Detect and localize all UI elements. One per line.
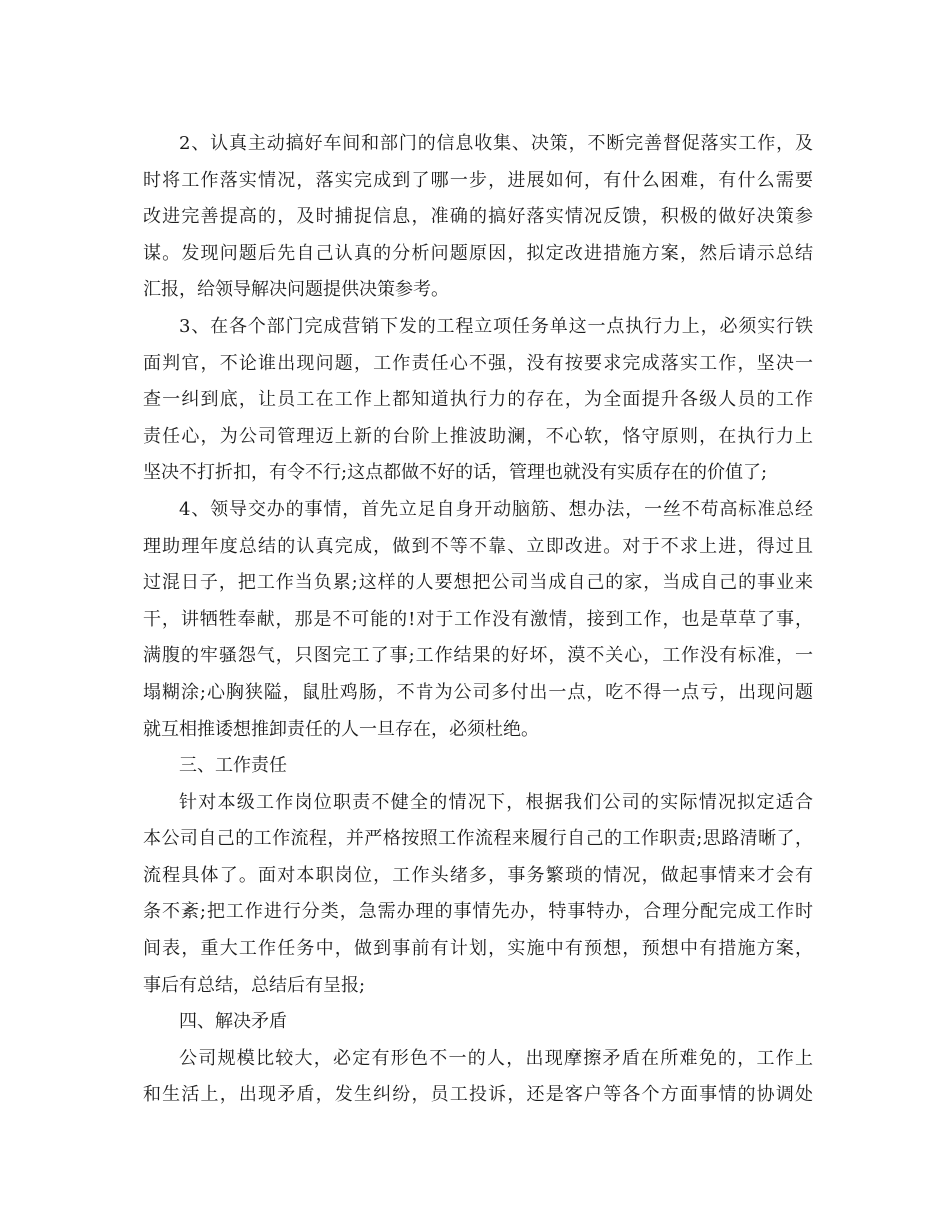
paragraph-line: 塌糊涂;心胸狭隘，鼠肚鸡肠，不肯为公司多付出一点，吃不得一点亏，出现问题: [143, 681, 813, 703]
paragraph-line: 流程具体了。面对本职岗位，工作头绪多，事务繁琐的情况，做起事情来才会有: [143, 864, 813, 886]
paragraph: [143, 785, 813, 1005]
document-body: [143, 126, 813, 1114]
paragraph: [143, 492, 813, 748]
paragraph-line: 3、在各个部门完成营销下发的工程立项任务单这一点执行力上，必须实行铁: [179, 315, 813, 337]
paragraph-line: 和生活上，出现矛盾，发生纠纷，员工投诉，还是客户等各个方面事情的协调处: [143, 1084, 813, 1106]
heading-text: 四、解决矛盾: [179, 1011, 287, 1033]
section-heading: [143, 1004, 813, 1041]
paragraph-line: 责任心，为公司管理迈上新的台阶上推波助澜，不心软，恪守原则，在执行力上: [143, 425, 813, 447]
paragraph-line: 事后有总结，总结后有呈报;: [143, 974, 366, 996]
paragraph-line: 就互相推诿想推卸责任的人一旦存在，必须杜绝。: [143, 718, 539, 740]
paragraph-line: 干，讲牺牲奉献，那是不可能的!对于工作没有激情，接到工作，也是草草了事，: [143, 608, 813, 630]
section-heading: [143, 748, 813, 785]
paragraph-line: 公司规模比较大，必定有形色不一的人，出现摩擦矛盾在所难免的，工作上: [179, 1047, 813, 1069]
paragraph-line: 2、认真主动搞好车间和部门的信息收集、决策，不断完善督促落实工作，及: [179, 133, 813, 154]
paragraph-line: 面判官，不论谁出现问题，工作责任心不强，没有按要求完成落实工作，坚决一: [143, 352, 813, 374]
heading-text: 三、工作责任: [179, 755, 287, 777]
paragraph-line: 过混日子，把工作当负累;这样的人要想把公司当成自己的家，当成自己的事业来: [143, 572, 813, 594]
paragraph-line: 时将工作落实情况，落实完成到了哪一步，进展如何，有什么困难，有什么需要: [143, 169, 813, 191]
paragraph-line: 查一纠到底，让员工在工作上都知道执行力的存在，为全面提升各级人员的工作: [143, 389, 813, 411]
paragraph-line: 条不紊;把工作进行分类，急需办理的事情先办，特事特办，合理分配完成工作时: [143, 901, 813, 923]
paragraph: [143, 126, 813, 309]
paragraph-line: 改进完善提高的，及时捕捉信息，准确的搞好落实情况反馈，积极的做好决策参: [143, 206, 813, 228]
paragraph-line: 间表，重大工作任务中，做到事前有计划，实施中有预想，预想中有措施方案，: [143, 938, 813, 960]
paragraph-line: 满腹的牢骚怨气，只图完工了事;工作结果的好坏，漠不关心，工作没有标准，一: [143, 645, 813, 667]
paragraph-line: 本公司自己的工作流程，并严格按照工作流程来履行自己的工作职责;思路清晰了，: [143, 828, 813, 850]
paragraph: [143, 1041, 813, 1114]
paragraph-line: 坚决不打折扣，有令不行;这点都做不好的话，管理也就没有实质存在的价值了;: [143, 462, 768, 484]
paragraph: [143, 309, 813, 492]
paragraph-line: 针对本级工作岗位职责不健全的情况下，根据我们公司的实际情况拟定适合: [179, 791, 813, 813]
paragraph-line: 理助理年度总结的认真完成，做到不等不靠、立即改进。对于不求上进，得过且: [143, 535, 813, 557]
paragraph-line: 4、领导交办的事情，首先立足自身开动脑筋、想办法，一丝不苟高标准总经: [179, 498, 813, 520]
paragraph-line: 汇报，给领导解决问题提供决策参考。: [143, 279, 449, 301]
paragraph-line: 谋。发现问题后先自己认真的分析问题原因，拟定改进措施方案，然后请示总结: [143, 242, 813, 264]
